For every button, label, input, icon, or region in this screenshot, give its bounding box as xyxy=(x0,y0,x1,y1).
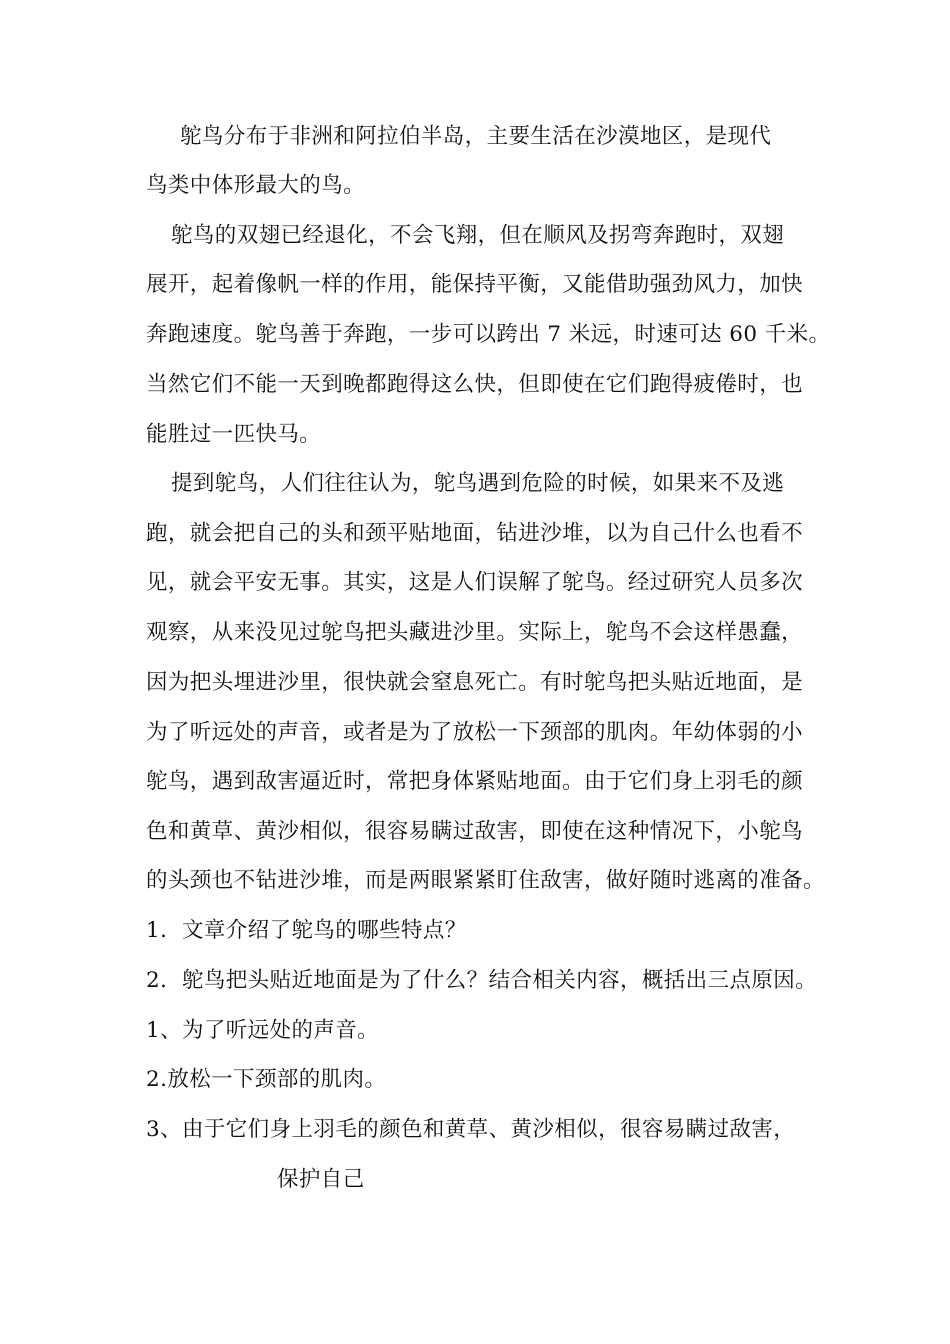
answer-3-continuation: 保护自己 xyxy=(277,1167,365,1192)
text-line: 跑，就会把自己的头和颈平贴地面，钻进沙堆，以为自己什么也看不 xyxy=(146,521,804,546)
question-2: 2．鸵鸟把头贴近地面是为了什么？结合相关内容，概括出三点原因。 xyxy=(146,968,818,993)
text-line: 展开，起着像帆一样的作用，能保持平衡，又能借助强劲风力，加快 xyxy=(146,272,804,297)
text-line: 鸵鸟分布于非洲和阿拉伯半岛，主要生活在沙漠地区，是现代 xyxy=(180,124,772,149)
answer-1: 1、为了听远处的声音。 xyxy=(146,1018,380,1043)
answer-3: 3、由于它们身上羽毛的颜色和黄草、黄沙相似，很容易瞒过敌害， xyxy=(146,1117,796,1142)
text-line: 提到鸵鸟，人们往往认为，鸵鸟遇到危险的时候，如果来不及逃 xyxy=(171,471,785,496)
text-line: 色和黄草、黄沙相似，很容易瞒过敌害，即使在这种情况下，小鸵鸟 xyxy=(146,819,804,844)
text-line: 见，就会平安无事。其实，这是人们误解了鸵鸟。经过研究人员多次 xyxy=(146,570,804,595)
text-line: 观察，从来没见过鸵鸟把头藏进沙里。实际上，鸵鸟不会这样愚蠢， xyxy=(146,620,804,645)
text-line: 当然它们不能一天到晚都跑得这么快，但即使在它们跑得疲倦时，也 xyxy=(146,372,804,397)
answer-2: 2.放松一下颈部的肌肉。 xyxy=(146,1067,387,1092)
text-line: 鸵鸟的双翅已经退化，不会飞翔，但在顺风及拐弯奔跑时，双翅 xyxy=(171,223,785,248)
question-1: 1．文章介绍了鸵鸟的哪些特点？ xyxy=(146,918,467,943)
text-line: 的头颈也不钻进沙堆，而是两眼紧紧盯住敌害，做好随时逃离的准备。 xyxy=(146,868,825,893)
text-line: 鸟类中体形最大的鸟。 xyxy=(146,173,366,198)
text-line: 因为把头埋进沙里，很快就会窒息死亡。有时鸵鸟把头贴近地面，是 xyxy=(146,670,804,695)
text-line: 能胜过一匹快马。 xyxy=(146,422,322,447)
text-line: 鸵鸟，遇到敌害逼近时，常把身体紧贴地面。由于它们身上羽毛的颜 xyxy=(146,769,804,794)
text-line: 为了听远处的声音，或者是为了放松一下颈部的肌肉。年幼体弱的小 xyxy=(146,720,804,745)
text-line: 奔跑速度。鸵鸟善于奔跑，一步可以跨出 7 米远，时速可达 60 千米。 xyxy=(146,322,831,347)
